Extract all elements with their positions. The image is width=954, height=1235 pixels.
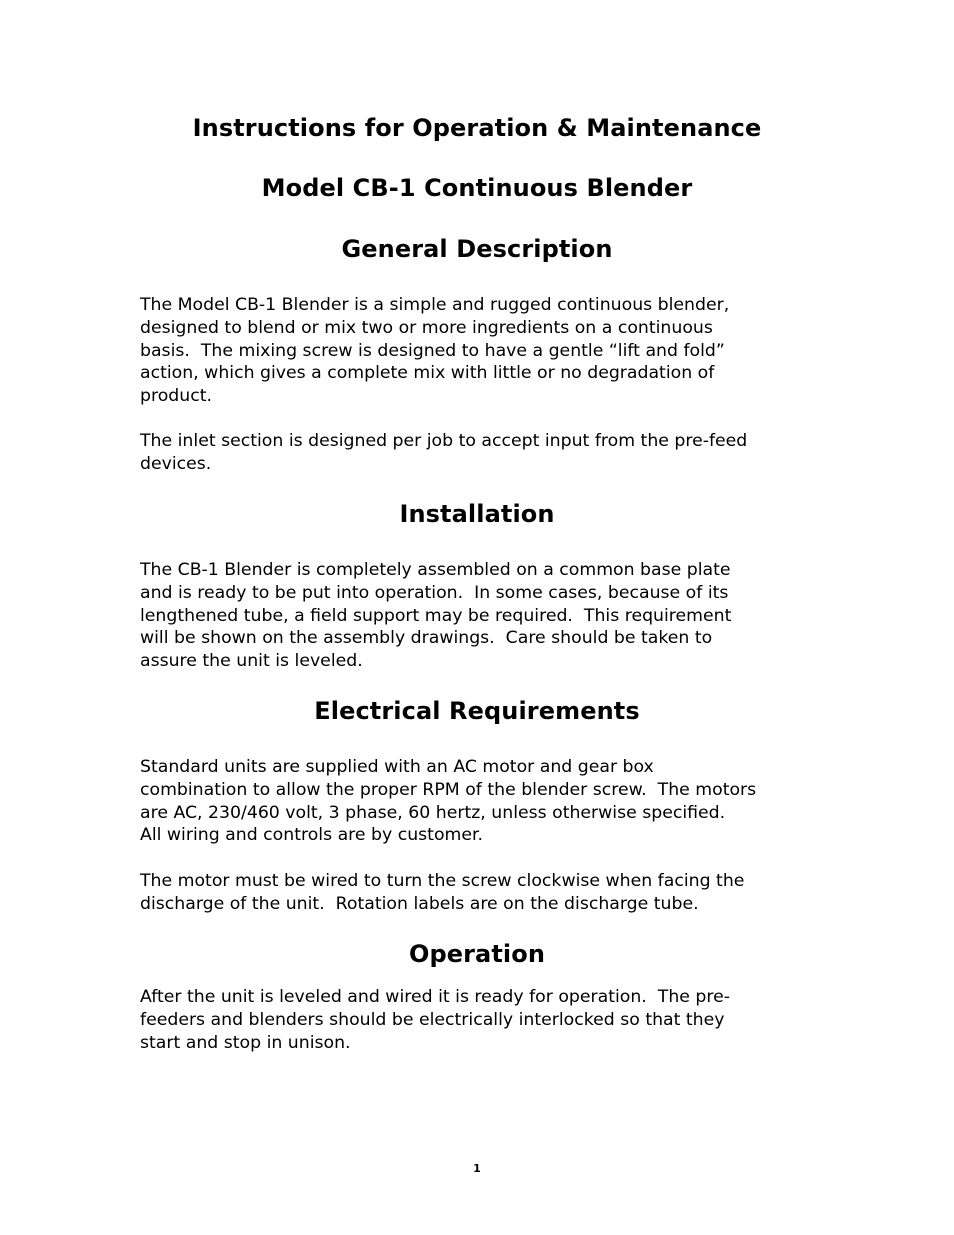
general-description-paragraph-2: The inlet section is designed per job to accept input from the pre-feed devices. <box>140 431 748 474</box>
installation-heading: Installation <box>399 500 555 528</box>
electrical-paragraph-1: Standard units are supplied with an AC motor and gear box combination to allow the proper RPM of the blender screw. The motors are AC, 230/460 volt, 3 phase, 60 hertz, unless otherwise specified. All wiring and controls are by customer. <box>140 757 757 846</box>
operation-heading: Operation <box>408 940 546 968</box>
operation-paragraph: After the unit is leveled and wired it is ready for operation. The pre- feeders and blenders should be electrically interlocked so that they start and stop in unison. <box>140 987 730 1053</box>
page-number: 1 <box>473 1162 481 1175</box>
electrical-paragraph-2: The motor must be wired to turn the screw clockwise when facing the discharge of the unit. Rotation labels are on the discharge tube. <box>140 871 745 914</box>
general-description-heading: General Description <box>341 235 613 263</box>
installation-paragraph: The CB-1 Blender is completely assembled on a common base plate and is ready to be put into operation. In some cases, because of its lengthened tube, a field support may be required. This requirement will be shown on the assembly drawings. Care should be taken to assure the unit is leveled. <box>140 560 732 672</box>
general-description-paragraph-1: The Model CB-1 Blender is a simple and rugged continuous blender, designed to blend or mix two or more ingredients on a continuous basis. The mixing screw is designed to have a gentle “lift and fold” action, which gives a complete mix with little or no degradation of product. <box>140 295 730 407</box>
electrical-requirements-heading: Electrical Requirements <box>314 697 640 725</box>
document-title: Instructions for Operation & Maintenance <box>192 114 762 142</box>
model-heading: Model CB-1 Continuous Blender <box>261 174 693 202</box>
